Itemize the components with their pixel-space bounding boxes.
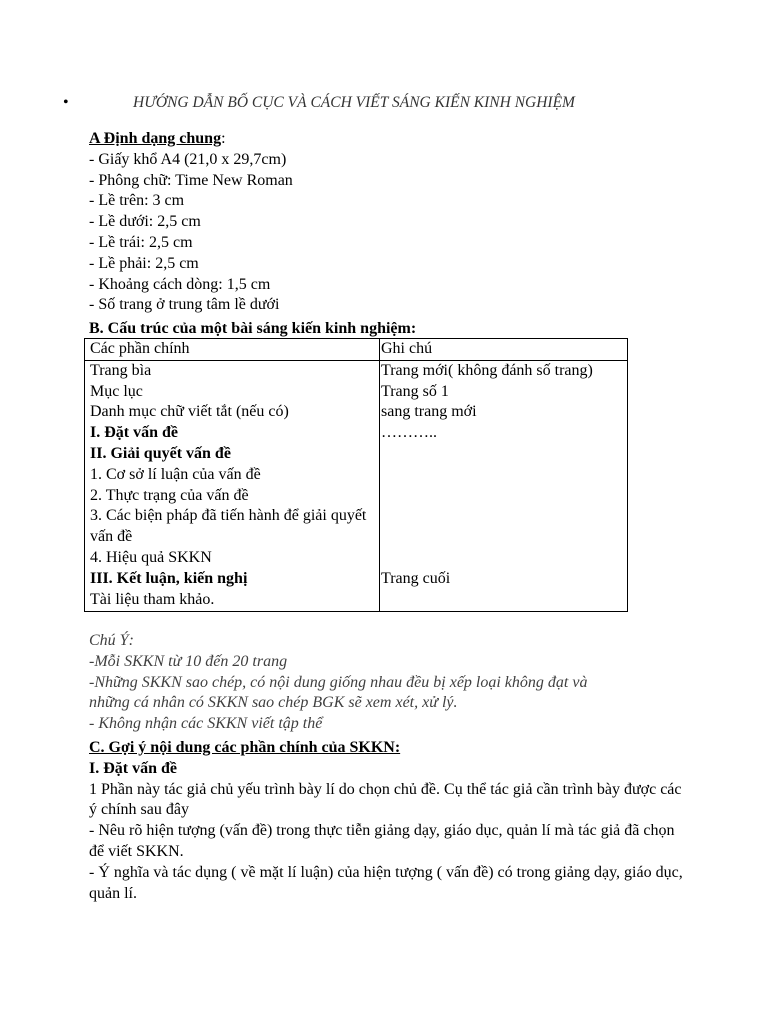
notes-block — [89, 631, 729, 735]
section-c-heading: C. Gợi ý nội dung các phần chính của SKKN: — [89, 739, 401, 756]
note-spacer — [381, 444, 627, 569]
structure-table — [84, 338, 628, 612]
section-c-paragraph: - Nêu rõ hiện tượng (vấn đề) trong thực tiễn giảng dạy, giáo dục, quản lí mà tác giả đã chọn để viết SKKN. — [89, 822, 675, 860]
table-header-cell — [380, 339, 628, 361]
notes-cell — [380, 360, 628, 611]
table-row — [85, 360, 628, 611]
section-a-colon: : — [221, 130, 226, 147]
part-item: 2. Thực trạng của vấn đề — [90, 486, 249, 504]
note-item: Trang số 1 — [381, 382, 449, 400]
note-item: Trang cuối — [381, 569, 451, 587]
section-b — [89, 319, 729, 340]
note-item: Trang mới( không đánh số trang) — [381, 361, 593, 379]
format-item: - Lề trên: 3 cm — [89, 192, 185, 210]
document-title: HƯỚNG DẪN BỐ CỤC VÀ CÁCH VIẾT SÁNG KIẾN KINH NGHIỆM — [133, 94, 575, 111]
part-item: II. Giải quyết vấn đề — [90, 445, 231, 463]
section-a-heading: A Định dạng chung — [89, 130, 222, 147]
list-bullet: • — [63, 94, 69, 111]
header-main-parts: Các phần chính — [90, 340, 190, 357]
format-item: - Số trang ở trung tâm lề dưới — [89, 296, 280, 314]
note-line: những cá nhân có SKKN sao chép BGK sẽ xem xét, xử lý. — [89, 694, 458, 712]
main-parts-cell — [85, 360, 380, 611]
part-item: Trang bìa — [90, 361, 152, 379]
part-item: 1. Cơ sở lí luận của vấn đề — [90, 465, 261, 483]
section-a-heading-line — [89, 129, 729, 150]
note-line: -Mỗi SKKN từ 10 đến 20 trang — [89, 652, 288, 670]
part-item: Tài liệu tham khảo. — [90, 590, 215, 608]
part-item: Danh mục chữ viết tắt (nếu có) — [90, 403, 289, 421]
part-item: I. Đặt vấn đề — [90, 424, 179, 442]
part-item: Mục lục — [90, 382, 143, 400]
section-c — [89, 738, 689, 904]
note-line: - Không nhận các SKKN viết tập thể — [89, 715, 323, 733]
notes-heading: Chú Ý: — [89, 632, 134, 649]
part-item: III. Kết luận, kiến nghị — [90, 569, 248, 587]
note-item: sang trang mới — [381, 403, 477, 421]
format-item: - Lề trái: 2,5 cm — [89, 233, 193, 251]
part-item: 3. Các biện pháp đã tiến hành để giải quyết vấn đề — [90, 507, 367, 546]
format-item: - Giấy khổ A4 (21,0 x 29,7cm) — [89, 150, 287, 168]
section-a — [89, 129, 729, 316]
section-c-paragraph: 1 Phần này tác giả chủ yếu trình bày lí do chọn chủ đề. Cụ thể tác giả cần trình bày được các ý chính sau đây — [89, 780, 682, 819]
format-item: - Phông chữ: Time New Roman — [89, 171, 293, 189]
part-item: 4. Hiệu quả SKKN — [90, 549, 212, 567]
section-b-heading: B. Cấu trúc của một bài sáng kiến kinh nghiệm: — [89, 320, 417, 337]
note-item: ……….. — [381, 424, 437, 442]
table-header-row — [85, 339, 628, 361]
section-c-paragraph: - Ý nghĩa và tác dụng ( về mặt lí luận) của hiện tượng ( vấn đề) có trong giảng dạy, giáo dục, quản lí. — [89, 863, 683, 902]
section-c-subheading: I. Đặt vấn đề — [89, 759, 178, 777]
header-notes: Ghi chú — [381, 340, 433, 357]
format-item: - Lề dưới: 2,5 cm — [89, 213, 201, 231]
format-item: - Khoảng cách dòng: 1,5 cm — [89, 275, 271, 293]
format-item: - Lề phải: 2,5 cm — [89, 254, 199, 272]
table-header-cell — [85, 339, 380, 361]
note-line: -Những SKKN sao chép, có nội dung giống nhau đều bị xếp loại không đạt và — [89, 673, 588, 691]
